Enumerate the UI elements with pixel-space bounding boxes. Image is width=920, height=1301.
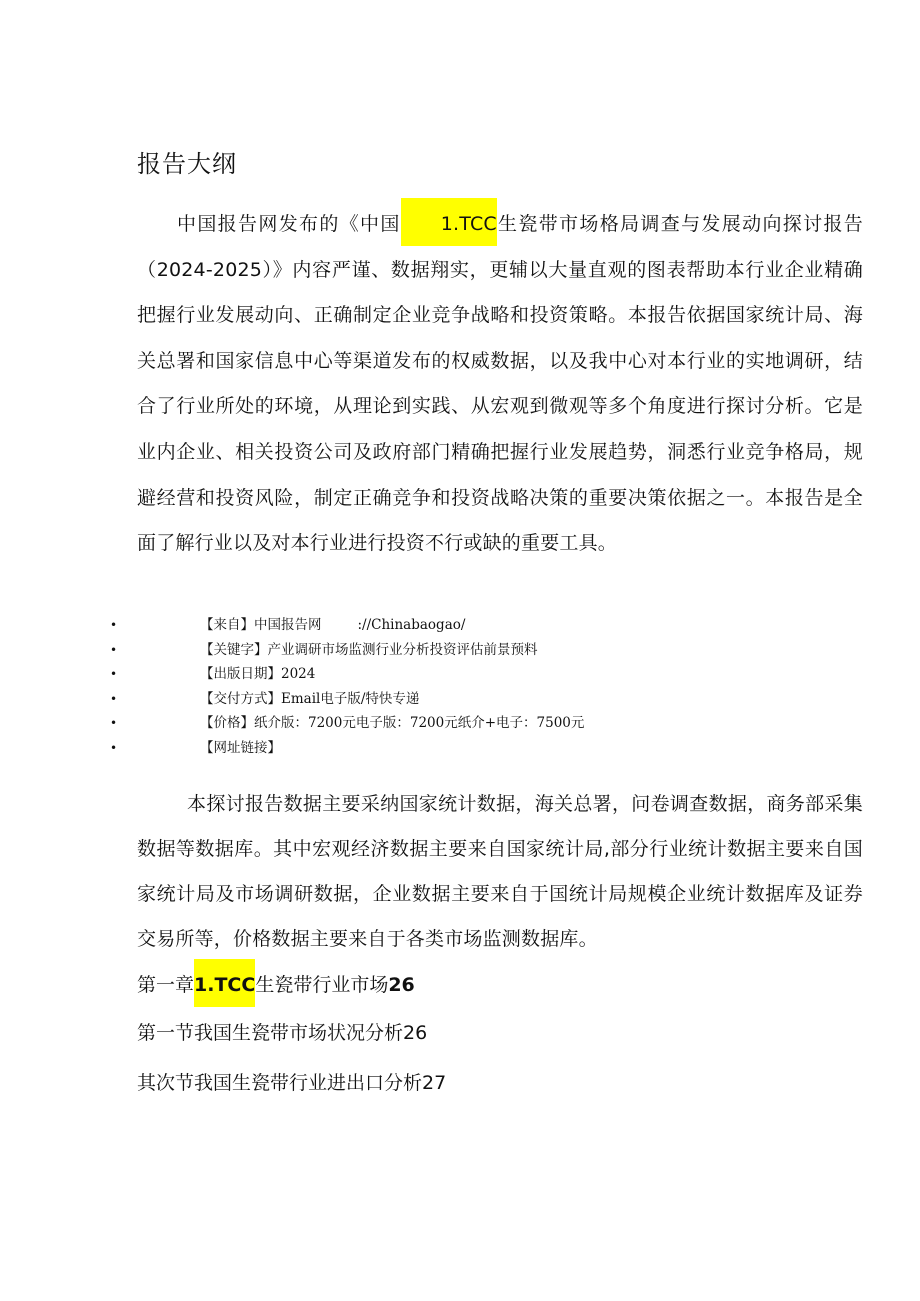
toc-section-2-title: 其次节我国生瓷带行业进出口分析 [137,1072,423,1094]
data-sources-paragraph: 本探讨报告数据主要采纳国家统计数据，海关总署，问卷调查数据，商务部采集数据等数据库。其中宏观经济数据主要来自国家统计局,部分行业统计数据主要来自国家统计局及市场调研数据，企业数据主要来自于国统计局规模企业统计数据库及证券交易所等，价格数据主要来自于各类市场监测数据库。 [137,793,863,950]
price-label: 【价格】纸介版：7200元电子版：7200元纸介+电子：7500元 [200,715,585,732]
toc-section-1-title: 第一节我国生瓷带市场状况分析 [137,1022,404,1044]
toc-chapter-1-page: 26 [388,974,415,996]
toc-chapter-1-prefix: 第一章 [137,974,195,996]
bullet-icon: • [110,716,118,731]
report-outline-heading: 报告大纲 [137,150,237,178]
list-item-url-link [0,736,920,761]
toc-section-1[interactable] [137,1018,427,1045]
list-item-keywords [0,638,920,663]
bullet-icon: • [110,667,118,682]
url-link-label[interactable]: 【网址链接】 [200,739,281,756]
toc-section-1-page: 26 [403,1022,428,1044]
bullet-icon: • [110,691,118,706]
source-label: 【来自】中国报告网 [200,617,322,633]
bullet-icon: • [110,618,118,632]
list-item-publish-date [0,662,920,687]
bullet-icon: • [110,740,118,755]
intro-highlight: 1.TCC [401,198,497,246]
intro-paragraph [137,202,863,567]
publish-date-label: 【出版日期】2024 [200,666,316,683]
intro-text-start: 中国报告网发布的《中国 [177,213,401,235]
intro-text-rest: 生瓷带市场格局调查与发展动向探讨报告（2024-2025）》内容严谨、数据翔实，更辅以大量直观的图表帮助本行业企业精确把握行业发展动向、正确制定企业竞争战略和投资策略。本报告依据国家统计局、海关总署和国家信息中心等渠道发布的权威数据，以及我中心对本行业的实地调研，结合了行业所处的环境，从理论到实践、从宏观到微观等多个角度进行探讨分析。它是业内企业、相关投资公司及政府部门精确把握行业发展趋势，洞悉行业竞争格局，规避经营和投资风险，制定正确竞争和投资战略决策的重要决策依据之一。本报告是全面了解行业以及对本行业进行投资不行或缺的重要工具。 [137,213,863,555]
source-url[interactable]: ://Chinabaogao/ [357,617,466,633]
toc-section-2-page: 27 [422,1072,447,1094]
toc-chapter-1-title: 生瓷带行业市场 [255,974,389,996]
toc-chapter-1-highlight: 1.TCC [194,959,255,1007]
report-info-list [0,613,920,761]
list-item-delivery [0,687,920,712]
toc-chapter-1[interactable] [137,970,415,999]
bullet-icon: • [110,642,118,657]
list-item-source [0,613,920,638]
keywords-label: 【关键字】产业调研市场监测行业分析投资评估前景预料 [200,641,538,658]
list-item-price [0,711,920,736]
delivery-label: 【交付方式】Email电子版/特快专递 [200,690,420,707]
toc-section-2[interactable] [137,1068,446,1095]
